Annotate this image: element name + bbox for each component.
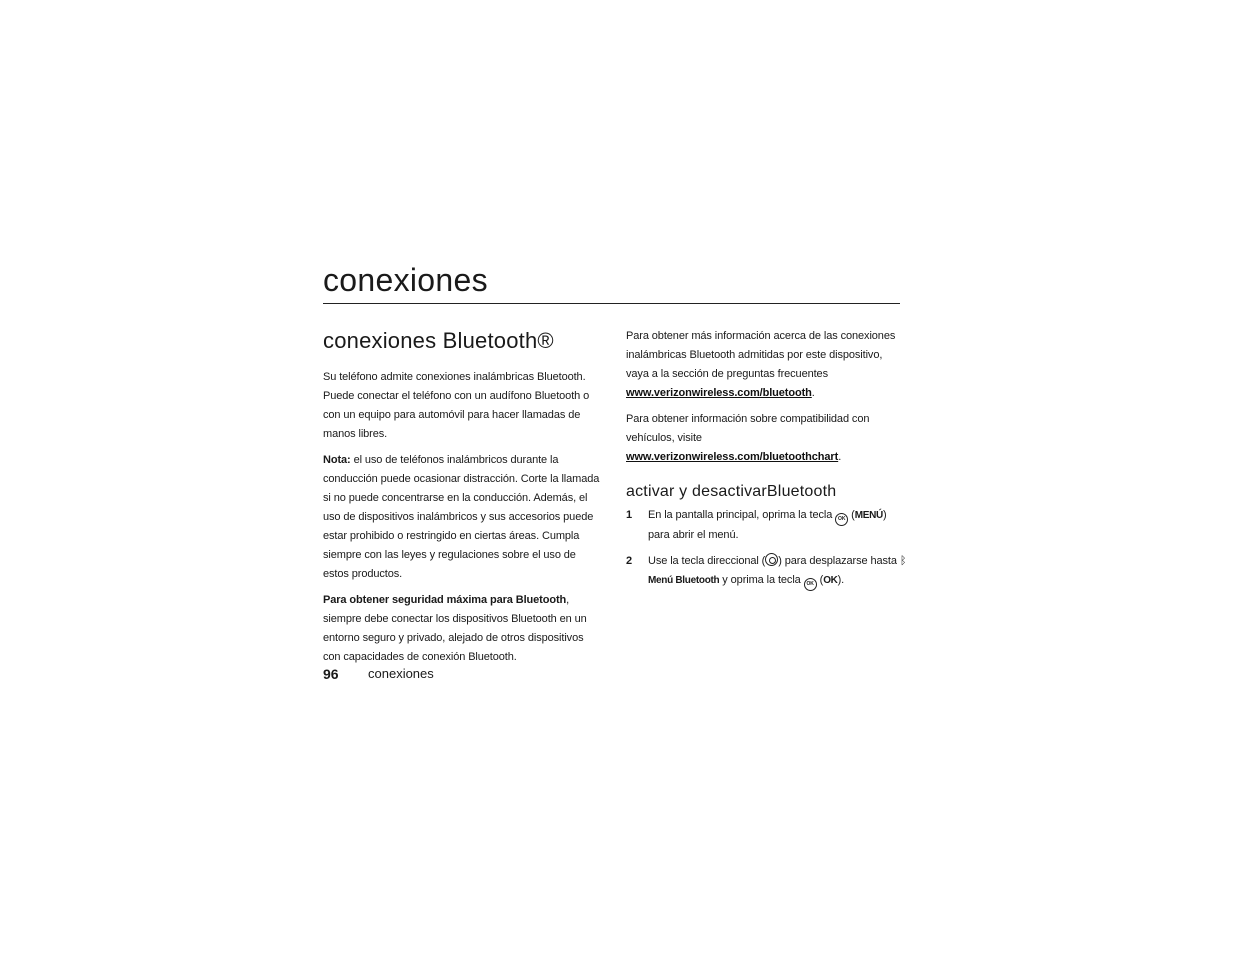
compat-paragraph [626, 410, 908, 467]
note-paragraph [323, 451, 601, 584]
compat-end: . [838, 451, 842, 463]
step-text: En la pantalla principal, oprima la tecla [648, 509, 836, 521]
nav-key-icon [765, 553, 778, 566]
step-number: 2 [626, 555, 633, 567]
info-paragraph [626, 327, 908, 403]
step-text-mid: ) para desplazarse hasta [778, 555, 900, 567]
right-column [626, 327, 908, 598]
key-label: OK [823, 575, 838, 586]
subsection-heading: activar y desactivarBluetooth [626, 483, 837, 500]
security-paragraph [323, 591, 601, 667]
step-text-end: . [841, 574, 845, 586]
footer-section-name: conexiones [368, 666, 434, 681]
page-footer [323, 666, 434, 682]
step-1: 1 En la pantalla principal, oprima la tecla OK (MENÚ) para abrir el menú. [626, 506, 908, 545]
bluetooth-faq-link[interactable]: www.verizonwireless.com/bluetooth [626, 387, 812, 399]
info-end: . [811, 387, 815, 399]
section-heading: conexiones Bluetooth® [323, 328, 554, 353]
page-number: 96 [323, 666, 339, 682]
menu-item-label: Menú Bluetooth [648, 575, 720, 586]
step-text-mid2: y oprima la tecla [719, 574, 804, 586]
bluetooth-chart-link[interactable]: www.verizonwireless.com/bluetoothchart [626, 451, 839, 463]
step-text-end: para abrir el menú. [648, 529, 739, 541]
security-label: Para obtener seguridad máxima para Bluetooth [323, 594, 567, 606]
left-column [323, 326, 601, 674]
compat-text: Para obtener información sobre compatibilidad con vehículos, visite [626, 413, 870, 444]
intro-paragraph: Su teléfono admite conexiones inalámbricas Bluetooth. Puede conectar el teléfono con un audífono Bluetooth o con un equipo para automóvil para hacer llamadas de manos libres. [323, 371, 590, 440]
security-text: , siempre debe conectar los dispositivos Bluetooth en un entorno seguro y privado, alejado de otros dispositivos con capacidades de conexión Bluetooth. [323, 594, 587, 663]
note-label: Nota: [323, 454, 351, 466]
ok-key-icon: OK [835, 513, 848, 526]
page-title: conexiones [323, 262, 488, 298]
title-divider [323, 303, 900, 304]
bluetooth-icon: ᛒ [899, 555, 907, 567]
step-text: Use la tecla direccional ( [648, 555, 766, 567]
step-2: 2 Use la tecla direccional ( ) para desplazarse hasta ᛒ Menú Bluetooth y oprima la tecla OK (OK). [626, 552, 908, 591]
info-text: Para obtener más información acerca de las conexiones inalámbricas Bluetooth admitidas por este dispositivo, vaya a la sección de preguntas frecuentes [626, 330, 896, 380]
step-number: 1 [626, 509, 633, 521]
note-text: el uso de teléfonos inalámbricos durante la conducción puede ocasionar distracción. Corte la llamada si no puede concentrarse en la conducción. Además, el uso de dispositivos inalámbricos y sus accesorios puede estar prohibido o restringido en ciertas áreas. Cumpla siempre con las leyes y regulaciones sobre el uso de estos productos. [323, 454, 600, 580]
ok-key-icon: OK [804, 578, 817, 591]
key-label: MENÚ [854, 510, 883, 521]
